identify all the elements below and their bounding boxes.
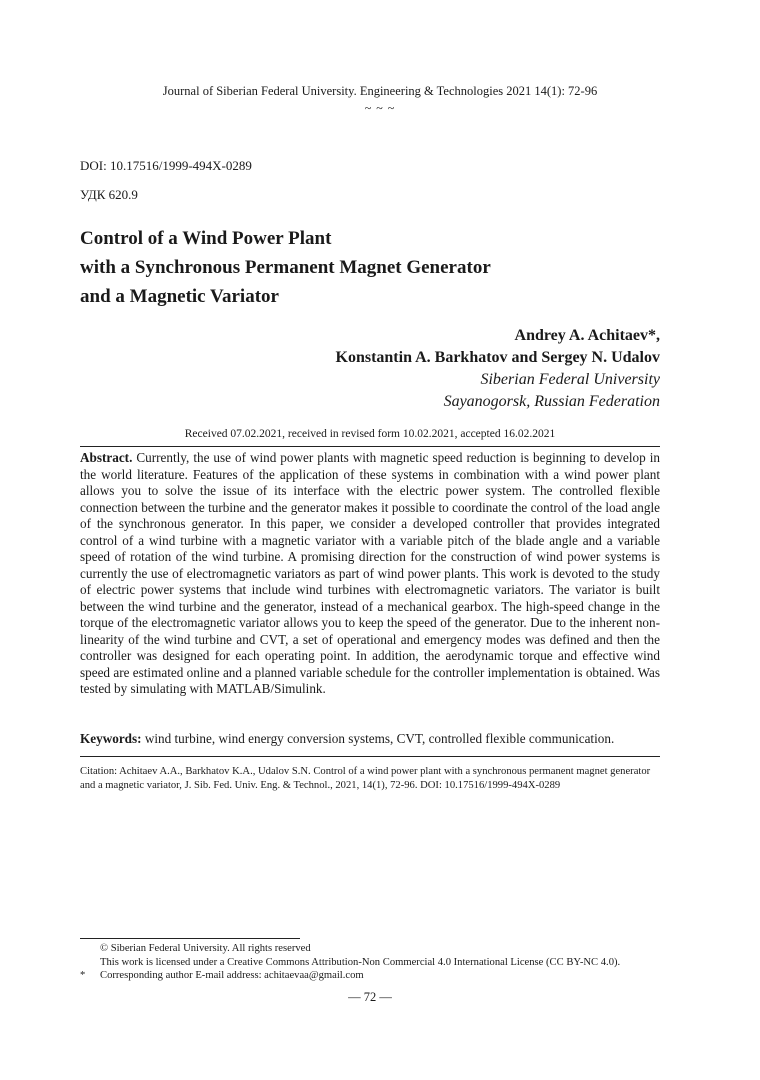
abstract: [80, 450, 660, 698]
affiliation: Siberian Federal University: [480, 371, 660, 388]
footnote-copyright: [80, 942, 680, 956]
footnote-corresponding: [80, 969, 680, 983]
abstract-text: Currently, the use of wind power plants with magnetic speed reduction is beginning to develop in the world literature. Features of the application of these systems in combination with a wind power plant allows you to solve the issue of its interface with the electric power system. The controlled flexible connection between the turbine and the generator makes it possible to coordinate the control of the load angle of the synchronous generator. In this paper, we consider a developed controller that provides integrated control of a wind turbine with a magnetic variator with a variable pitch of the blade angle and a variable speed of rotation of the wind turbine. A promising direction for the construction of wind power systems is currently the use of electromagnetic variators as part of wind power plants. This work is devoted to the study of electric power systems that include wind turbines with electromagnetic variators. The variator is built between the wind turbine and the generator, instead of a mechanical gearbox. The high-speed change in the torque of the electromagnetic variator allows you to keep the speed of the generator. Due to the inherent non-linearity of the wind turbine and CVT, a set of operational and emergency modes was defined and then the controller was designed for each operating point. In addition, the aerodynamic torque and effective wind speed are estimated online and a planned variable schedule for the controller implementation is obtained. Was tested by simulating with MATLAB/Simulink.: [80, 450, 660, 696]
received-dates: Received 07.02.2021, received in revised form 10.02.2021, accepted 16.02.2021: [184, 428, 556, 440]
footnote-license: [80, 956, 680, 970]
corresponding-text: Corresponding author E-mail address: achitaevaa@gmail.com: [100, 970, 364, 981]
abstract-label: Abstract.: [80, 450, 133, 465]
authors-line-2: Konstantin A. Barkhatov and Sergey N. Udalov: [335, 349, 660, 366]
keywords: [80, 731, 660, 748]
paper-title: [80, 224, 491, 311]
footnote-rule: [80, 938, 300, 939]
authors-block: [336, 325, 661, 413]
title-line-2: with a Synchronous Permanent Magnet Generator: [80, 257, 491, 278]
doi: DOI: 10.17516/1999-494X-0289: [80, 158, 252, 173]
keywords-label: Keywords:: [80, 731, 142, 746]
copyright-text: © Siberian Federal University. All rights reserved: [100, 943, 311, 954]
divider-bottom: [80, 756, 660, 757]
udk: УДК 620.9: [80, 187, 138, 202]
title-line-1: Control of a Wind Power Plant: [80, 228, 332, 249]
keywords-text: wind turbine, wind energy conversion systems, CVT, controlled flexible communication.: [144, 731, 615, 746]
title-line-3: and a Magnetic Variator: [80, 286, 279, 307]
corresponding-mark: *: [80, 970, 86, 981]
divider-top: [80, 446, 660, 447]
page-number: — 72 —: [348, 990, 392, 1004]
header-separator: ~ ~ ~: [364, 101, 396, 115]
citation: Citation: Achitaev A.A., Barkhatov K.A., Udalov S.N. Control of a wind power plant with a synchronous permanent magnet generator and a magnetic variator, J. Sib. Fed. Univ. Eng. & Technol., 2021, 14(1), 72-96. DOI: 10.17516/1999-494X-0289: [80, 766, 651, 791]
journal-header: Journal of Siberian Federal University. Engineering & Technologies 2021 14(1): 72-96: [162, 84, 598, 98]
license-text: This work is licensed under a Creative Commons Attribution-Non Commercial 4.0 International License (CC BY-NC 4.0).: [100, 956, 621, 968]
authors-line-1: Andrey A. Achitaev*,: [514, 327, 660, 344]
location: Sayanogorsk, Russian Federation: [443, 393, 660, 410]
